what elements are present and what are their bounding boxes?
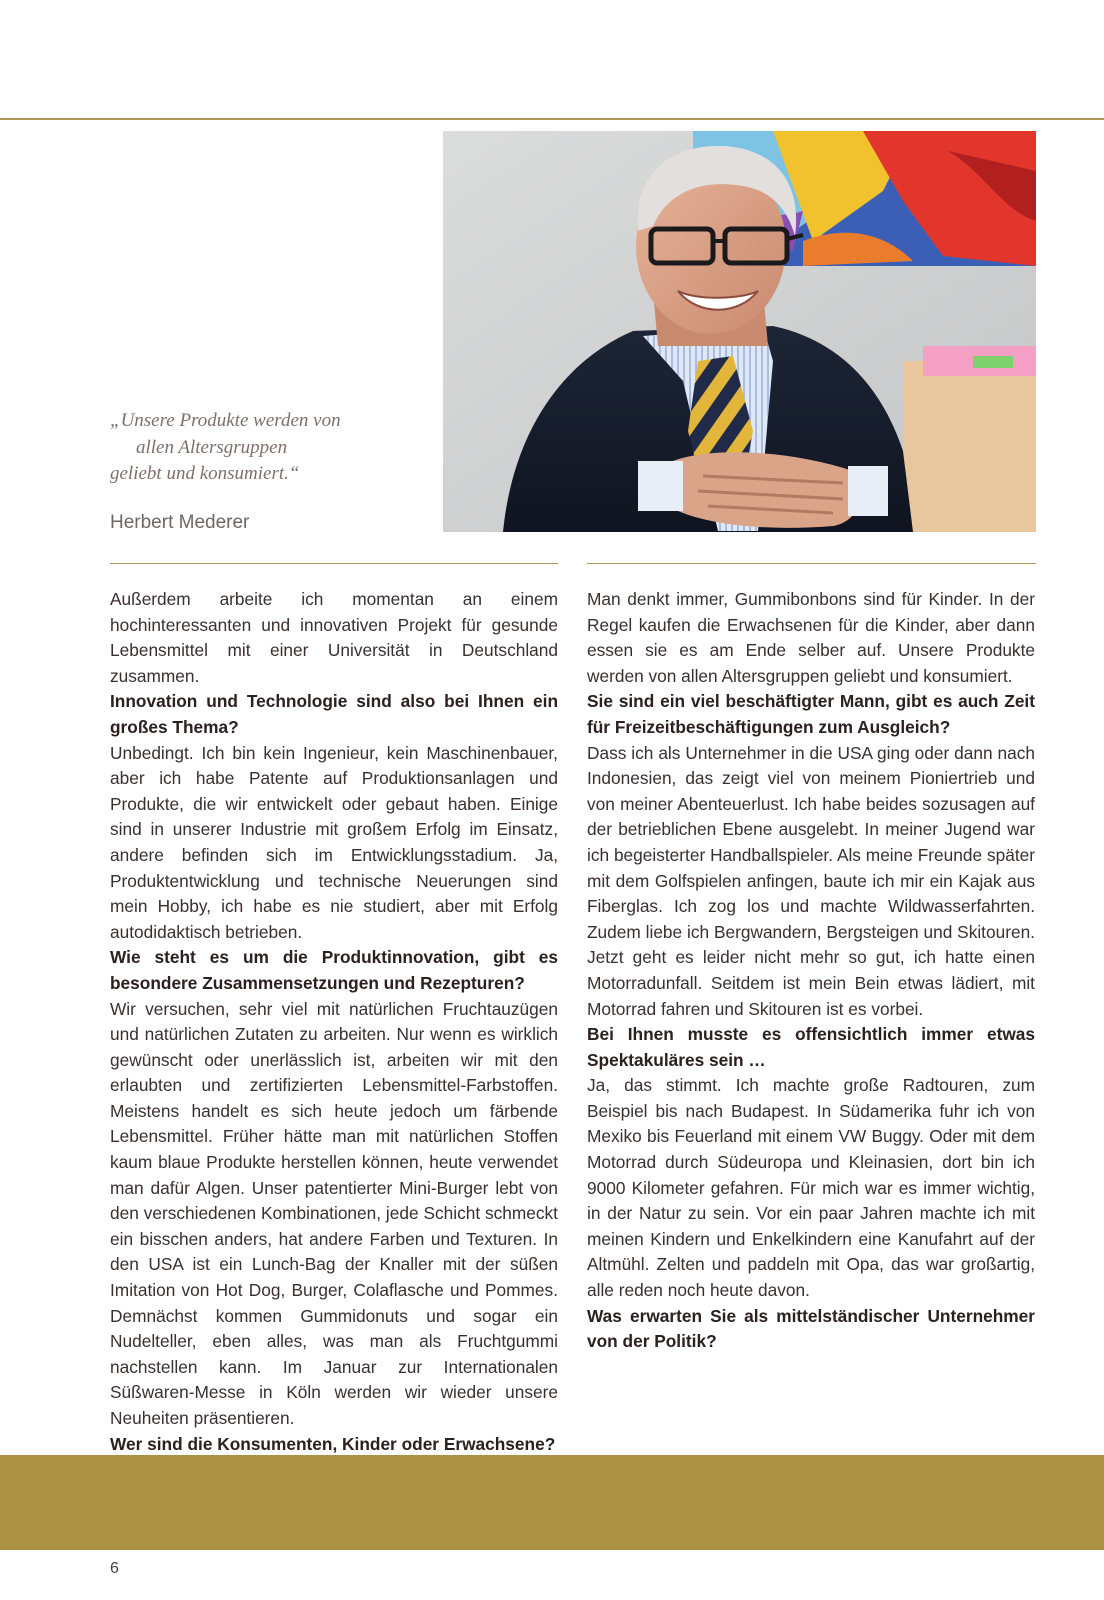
paragraph: Außerdem arbeite ich momentan an einem hochinteressanten und innovativen Projekt für gesunde Lebensmittel mit einer Universität in Deutschland zusammen.	[110, 589, 558, 686]
paragraph: Unbedingt. Ich bin kein Ingenieur, kein Maschinenbauer, aber ich habe Patente auf Produktionsanlagen und Produkte, die wir entwickelt oder gebaut haben. Einige sind in unserer Industrie mit großem Erfolg im Einsatz, andere befinden sich im Entwicklungsstadium. Ja, Produktentwicklung und technische Neuerungen sind mein Hobby, ich habe es nie studiert, aber mit Erfolg autodidaktisch betrieben.	[110, 742, 558, 942]
paragraph: Dass ich als Unternehmer in die USA ging oder dann nach Indonesien, das zeigt viel von meinem Pioniertrieb und von meiner Abenteuerlust. Ich habe beides sozusagen auf der betrieblichen Ebene ausgelebt. In meiner Jugend war ich begeisterter Handballspieler. Als meine Freunde später mit dem Golfspielen anfingen, baute ich mir ein Kajak aus Fiberglas. Ich zog los und machte Wildwasserfahrten. Zudem liebe ich Bergwandern, Bergsteigen und Skitouren. Jetzt geht es leider nicht mehr so gut, ich hatte einen Motorradunfall. Seitdem ist mein Bein etwas lädiert, mit Motorrad fahren und Skitouren ist es vorbei.	[587, 742, 1035, 1019]
portrait-photo	[443, 131, 1036, 532]
paragraph: Ja, das stimmt. Ich machte große Radtouren, zum Beispiel bis nach Budapest. In Südamerika fuhr ich von Mexiko bis Feuerland mit einem VW Buggy. Oder mit dem Motorrad durch Südeuropa und Kleinasien, dort bin ich 9000 Kilometer gefahren. Für mich war es immer wichtig, in der Natur zu sein. Vor ein paar Jahren machte ich mit meinen Kindern und Enkelkindern eine Kanufahrt auf der Altmühl. Zelten und paddeln mit Opa, das war großartig, alle reden noch heute davon.	[587, 1075, 1035, 1301]
top-rule	[0, 118, 1104, 120]
portrait-illustration	[443, 131, 1036, 532]
left-column-rule	[110, 563, 558, 564]
quote-author: Herbert Mederer	[110, 512, 250, 533]
right-column	[587, 587, 1035, 1355]
footer-band	[0, 1455, 1104, 1550]
paragraph: Wir versuchen, sehr viel mit natürlichen Fruchtauzügen und natürlichen Zutaten zu arbeiten. Nur wenn es wirklich gewünscht oder unerlässlich ist, arbeiten wir mit den erlaubten und zertifizierten Lebensmittel-Farbstoffen. Meistens handelt es sich heute jedoch um färbende Lebensmittel. Früher hätte man mit natürlichen Stoffen kaum blaue Produkte herstellen können, heute verwendet man dafür Algen. Unser patentierter Mini-Burger lebt von den verschiedenen Kombinationen, jede Schicht schmeckt ein bisschen anders, hat andere Farben und Texturen. In den USA ist ein Lunch-Bag der Knaller mit der süßen Imitation von Hot Dog, Burger, Colaflasche und Pommes. Demnächst kommen Gummidonuts und sogar ein Nudelteller, eben alles, was man als Fruchtgummi nachstellen kann. Im Januar zur Internationalen Süßwaren-Messe in Köln werden wir wieder unsere Neuheiten präsentieren.	[110, 998, 558, 1428]
right-column-rule	[587, 563, 1036, 564]
pull-quote-line-3: geliebt und konsumiert.“	[110, 463, 300, 484]
interview-question: Innovation und Technologie sind also bei Ihnen ein großes Thema?	[110, 691, 558, 737]
interview-question: Wie steht es um die Produktinnovation, gibt es besondere Zusammensetzungen und Rezepturen?	[110, 947, 558, 993]
pull-quote-line-1: „Unsere Produkte werden von	[110, 410, 341, 431]
paragraph: Man denkt immer, Gummibonbons sind für Kinder. In der Regel kaufen die Erwachsenen für die Kinder, aber dann essen sie es am Ende selber auf. Unsere Produkte werden von allen Altersgruppen geliebt und konsumiert.	[587, 589, 1035, 686]
left-column	[110, 587, 558, 1457]
interview-question: Was erwarten Sie als mittelständischer Unternehmer von der Politik?	[587, 1305, 1035, 1352]
interview-question: Wer sind die Konsumenten, Kinder oder Erwachsene?	[110, 1433, 556, 1454]
interview-question: Sie sind ein viel beschäftigter Mann, gibt es auch Zeit für Freizeitbeschäftigungen zum Ausgleich?	[587, 691, 1035, 737]
pull-quote-line-2: allen Altersgruppen	[136, 436, 288, 458]
pull-quote	[110, 408, 410, 488]
interview-question: Bei Ihnen musste es offensichtlich immer etwas Spektakuläres sein …	[587, 1024, 1035, 1070]
page-number: 6	[110, 1560, 119, 1577]
